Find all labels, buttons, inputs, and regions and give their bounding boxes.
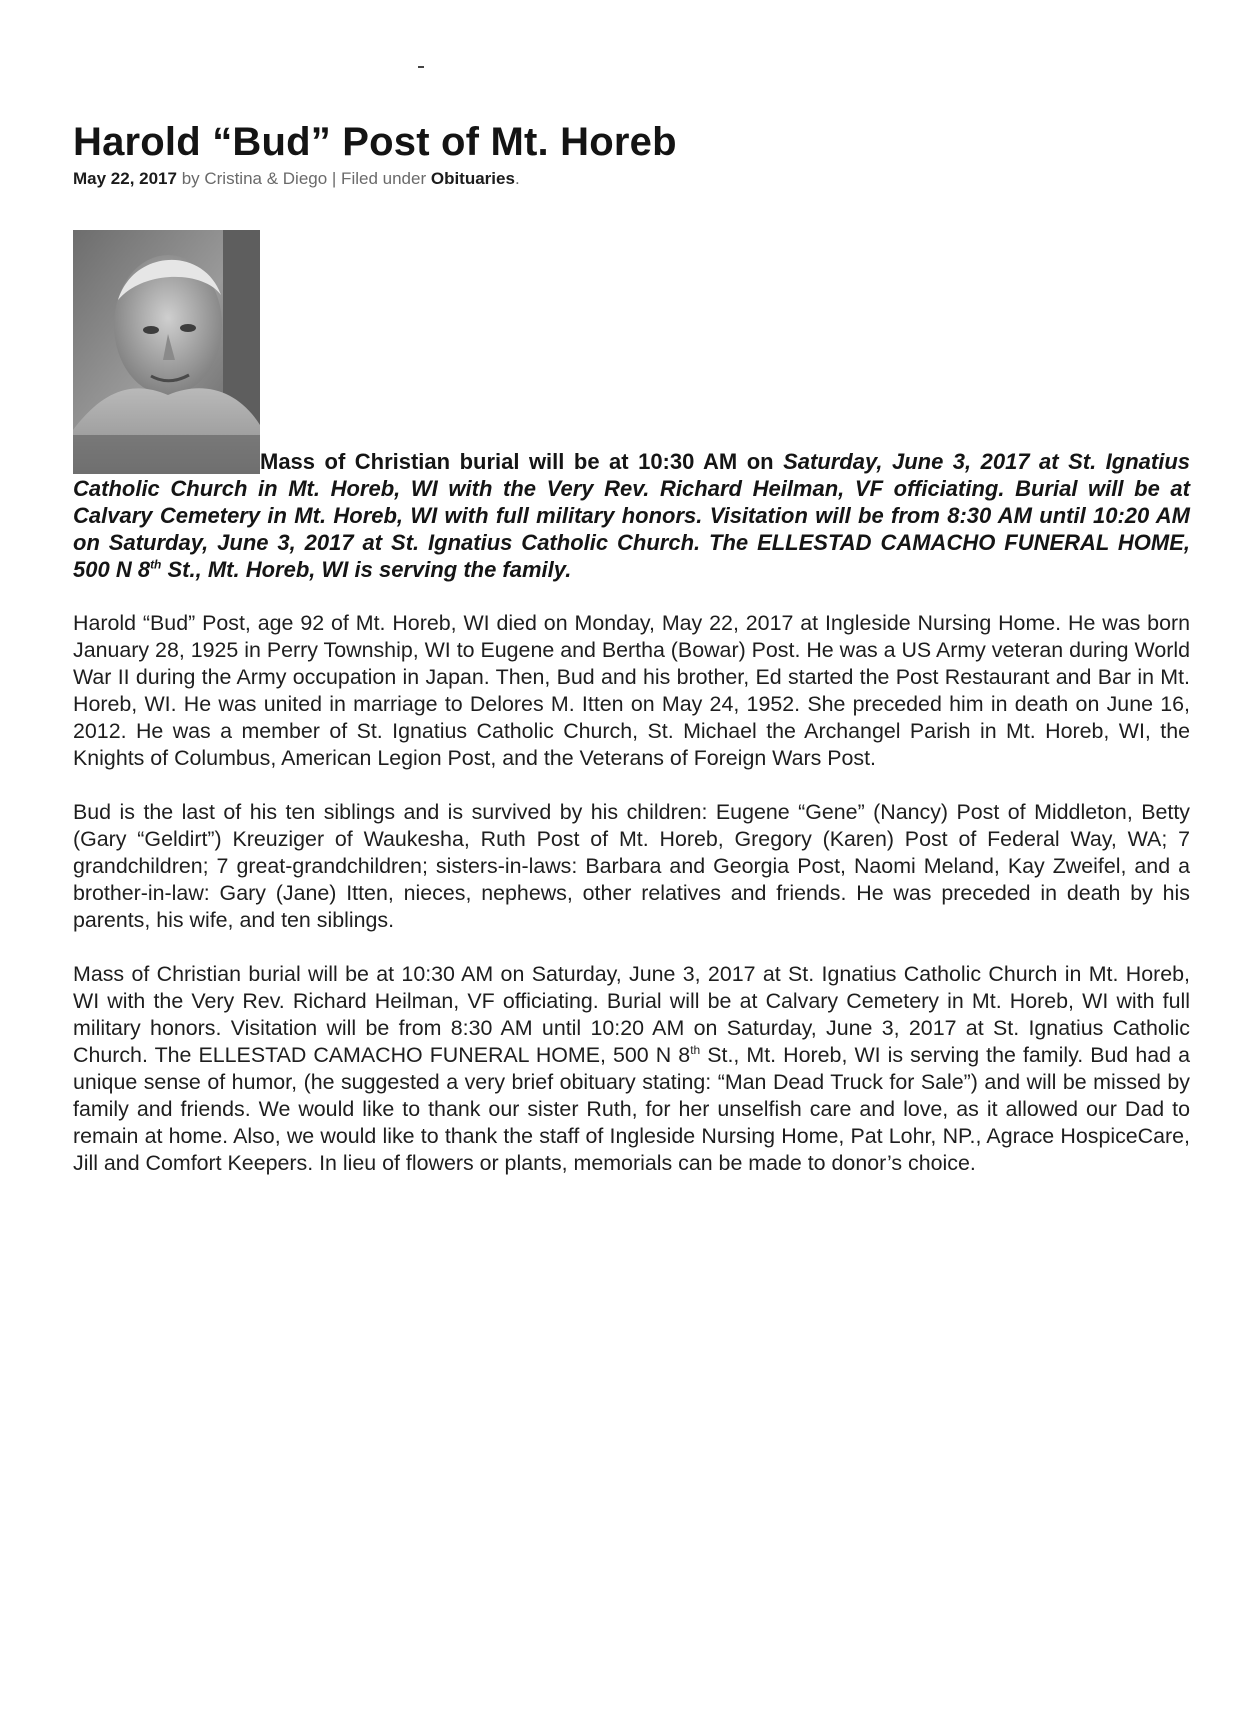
- obituary-article: [73, 118, 1190, 1177]
- lead-text-2: Saturday, June 3, 2017 at St. Ignatius Catholic Church in Mt. Horeb, WI with the Very Rev. Richard Heilman, VF officiating. Burial will be at Calvary Cemetery in Mt. Horeb, WI with full military honors. Visitation will be from 8:30 AM until 10:20 AM on Saturday, June 3, 2017 at St. Ignatius Catholic Church. The ELLESTAD CAMACHO FUNERAL HOME, 500 N 8: [73, 449, 1191, 582]
- category-link[interactable]: Obituaries: [430, 169, 515, 188]
- article-title: Harold “Bud” Post of Mt. Horeb: [73, 120, 677, 164]
- lead-time: 10:30 AM on: [638, 449, 784, 474]
- article-meta: [73, 168, 1190, 190]
- portrait-photo: [73, 230, 260, 474]
- byline: by Cristina & Diego | Filed under: [176, 169, 431, 188]
- meta-end: .: [514, 169, 520, 188]
- post-date: May 22, 2017: [73, 169, 177, 188]
- paragraph-services: [73, 961, 1190, 1177]
- services-sup: th: [690, 1042, 701, 1057]
- services-text-1: Mass of Christian burial will be at 10:30 AM on Saturday, June 3, 2017 at St. Ignatius Catholic Church in Mt. Horeb, WI with the Very Rev. Richard Heilman, VF officiating. Burial will be at Calvary Cemetery in Mt. Horeb, WI with full military honors. Visitation will be from 8:30 AM until 10:20 AM on Saturday, June 3, 2017 at St. Ignatius Catholic Church. The ELLESTAD CAMACHO FUNERAL HOME, 500 N 8: [73, 962, 1190, 1067]
- lead-text-3: St., Mt. Horeb, WI is serving the family.: [161, 557, 572, 582]
- scan-speck: [418, 66, 424, 68]
- lead-text-1: Mass of Christian burial will be at: [260, 449, 639, 474]
- lead-sup: th: [150, 557, 162, 572]
- services-text-2: St., Mt. Horeb, WI is serving the family. Bud had a unique sense of humor, (he suggested a very brief obituary stating: “Man Dead Truck for Sale”) and will be missed by family and friends. We would like to thank our sister Ruth, for her unselfish care and love, as it allowed our Dad to remain at home. Also, we would like to thank the staff of Ingleside Nursing Home, Pat Lohr, NP., Agrace HospiceCare, Jill and Comfort Keepers. In lieu of flowers or plants, memorials can be made to donor’s choice.: [73, 1043, 1191, 1175]
- paragraph-survivors: Bud is the last of his ten siblings and is survived by his children: Eugene “Gene” (Nancy) Post of Middleton, Betty (Gary “Geldirt”) Kreuziger of Waukesha, Ruth Post of Mt. Horeb, Gregory (Karen) Post of Federal Way, WA; 7 grandchildren; 7 great-grandchildren; sisters-in-laws: Barbara and Georgia Post, Naomi Meland, Kay Zweifel, and a brother-in-law: Gary (Jane) Itten, nieces, nephews, other relatives and friends. He was preceded in death by his parents, his wife, and ten siblings.: [73, 800, 1190, 932]
- paragraph-biography: Harold “Bud” Post, age 92 of Mt. Horeb, WI died on Monday, May 22, 2017 at Ingleside Nursing Home. He was born January 28, 1925 in Perry Township, WI to Eugene and Bertha (Bowar) Post. He was a US Army veteran during World War II during the Army occupation in Japan. Then, Bud and his brother, Ed started the Post Restaurant and Bar in Mt. Horeb, WI. He was united in marriage to Delores M. Itten on May 24, 1952. She preceded him in death on June 16, 2012. He was a member of St. Ignatius Catholic Church, St. Michael the Archangel Parish in Mt. Horeb, WI, the Knights of Columbus, American Legion Post, and the Veterans of Foreign Wars Post.: [73, 611, 1190, 770]
- photo-container: [73, 230, 1190, 474]
